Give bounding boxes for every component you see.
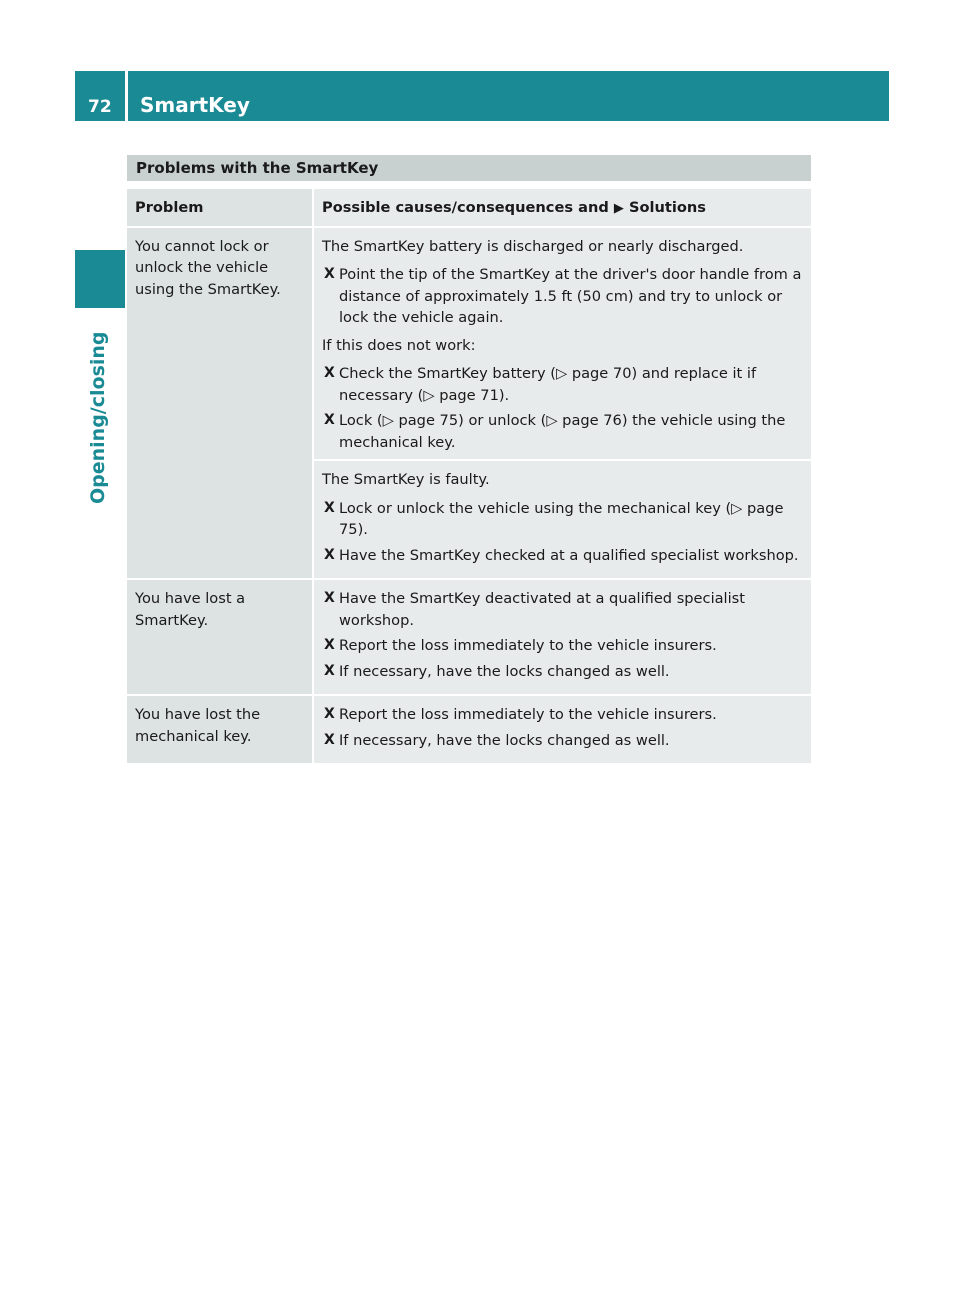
- step-arrow-icon: X: [324, 546, 335, 563]
- table-row: [127, 696, 811, 763]
- solution-step: [322, 545, 807, 567]
- step-arrow-icon: X: [324, 365, 335, 381]
- column-header-solutions-prefix: Possible causes/consequences and: [322, 199, 614, 216]
- section-title: Problems with the SmartKey: [127, 155, 811, 181]
- side-tab-marker: [75, 250, 125, 308]
- solution-step: [322, 635, 807, 657]
- problem-cell: You cannot lock or unlock the vehicle using the SmartKey.: [127, 228, 312, 579]
- step-text: If necessary, have the locks changed as well.: [339, 662, 670, 680]
- column-header-solutions: [314, 189, 811, 226]
- note-text: If this does not work:: [322, 336, 476, 354]
- problem-cell: You have lost the mechanical key.: [127, 696, 312, 763]
- step-text: Report the loss immediately to the vehicle insurers.: [339, 637, 717, 654]
- cause-text: The SmartKey battery is discharged or nearly discharged.: [322, 237, 744, 255]
- problem-cell: You have lost a SmartKey.: [127, 580, 312, 694]
- column-header-solutions-suffix: Solutions: [623, 199, 706, 216]
- solution-cell: [314, 696, 811, 763]
- step-text: Report the loss immediately to the vehicle insurers.: [339, 706, 717, 723]
- step-text: Lock (▷ page 75) or unlock (▷ page 76) the vehicle using the mechanical key.: [339, 412, 786, 451]
- table-row: [127, 228, 811, 579]
- solution-step: [322, 704, 807, 726]
- solution-step: [322, 661, 807, 683]
- solution-step: [322, 264, 807, 329]
- solution-cell: [314, 228, 811, 579]
- problems-table: [127, 189, 811, 763]
- table-row: [127, 580, 811, 694]
- solution-step: [322, 588, 807, 631]
- step-arrow-icon: X: [324, 412, 335, 428]
- step-text: Have the SmartKey checked at a qualified specialist workshop.: [339, 546, 799, 564]
- column-header-problem: Problem: [127, 189, 312, 226]
- step-arrow-icon: X: [324, 590, 335, 606]
- solution-step: [322, 363, 807, 406]
- solution-step: [322, 498, 807, 541]
- step-arrow-icon: X: [324, 266, 335, 282]
- cause-text: The SmartKey is faulty.: [322, 471, 490, 488]
- solution-step: [322, 730, 807, 752]
- step-text: Have the SmartKey deactivated at a qualified specialist workshop.: [339, 590, 745, 629]
- solution-cell: [314, 580, 811, 694]
- step-arrow-icon: X: [324, 731, 335, 748]
- step-arrow-icon: X: [324, 662, 335, 679]
- step-arrow-icon: X: [324, 637, 335, 653]
- step-arrow-icon: ▶: [613, 201, 624, 216]
- side-section-label-wrap: [75, 314, 125, 514]
- page-number: 72: [75, 71, 125, 121]
- block-divider: [314, 459, 811, 461]
- step-text: If necessary, have the locks changed as well.: [339, 731, 670, 749]
- side-section-label: Opening/closing: [87, 331, 109, 504]
- step-text: Point the tip of the SmartKey at the driver's door handle from a distance of approximately 1.5 ft (50 cm) and try to unlock or lock the vehicle again.: [339, 266, 802, 326]
- solution-step: [322, 410, 807, 453]
- step-arrow-icon: X: [324, 499, 335, 516]
- table-header-row: [127, 189, 811, 226]
- step-text: Check the SmartKey battery (▷ page 70) and replace it if necessary (▷ page 71).: [339, 365, 757, 404]
- step-text: Lock or unlock the vehicle using the mechanical key (▷ page 75).: [339, 499, 784, 538]
- step-arrow-icon: X: [324, 706, 335, 722]
- page-header-title: SmartKey: [128, 71, 889, 121]
